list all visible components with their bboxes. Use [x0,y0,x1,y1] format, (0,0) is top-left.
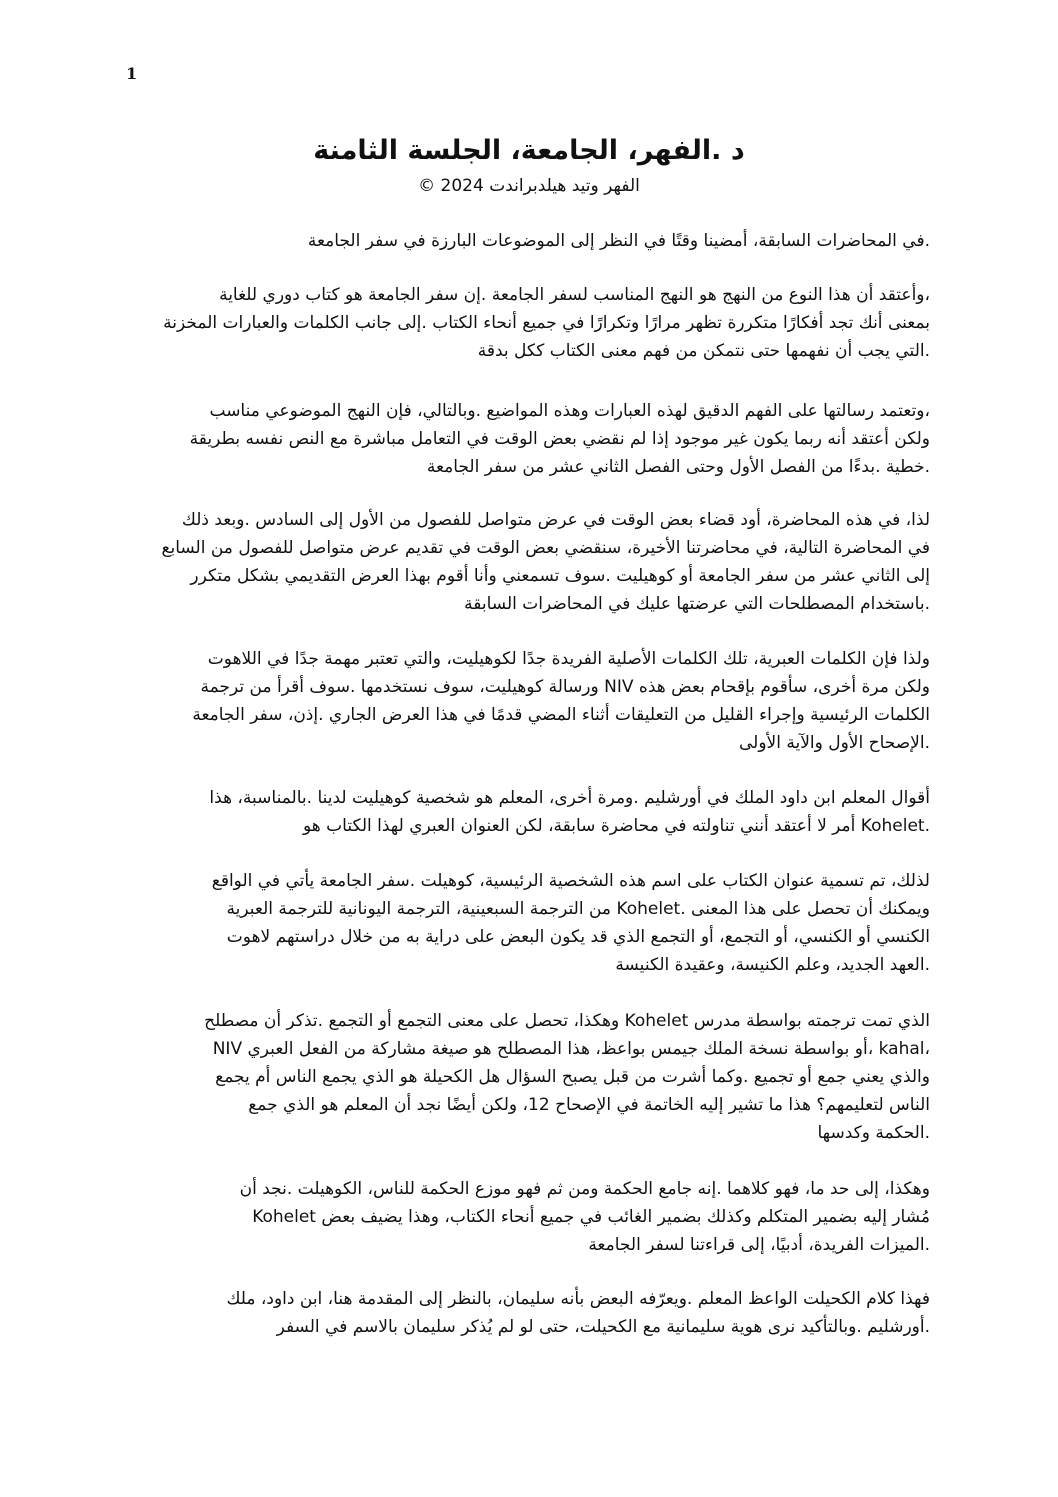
text-line: .باستخدام المصطلحات التي عرضتها عليك في المحاضرات السابقة [464,594,930,614]
text-line: في المحاضرة التالية، في محاضرتنا الأخيرة، سنقضي بعض الوقت في تقديم عرض متواصل للفصول من السابع [161,538,930,558]
text-line: .أورشليم .وبالتأكيد نرى هوية سليمانية مع الكحيلت، حتى لو لم يُذكر سليمان بالاسم في السفر [276,1317,930,1337]
paragraph-1 [134,227,930,255]
text-line: ،وتعتمد رسالتها على الفهم الدقيق لهذه العبارات وهذه المواضيع .وبالتالي، فإن النهج الموضوعي مناسب [209,401,930,421]
text-line: ،وأعتقد أن هذا النوع من النهج هو النهج المناسب لسفر الجامعة .إن سفر الجامعة هو كتاب دوري للغاية [219,285,930,305]
text-line: لذلك، تم تسمية عنوان الكتاب على اسم هذه الشخصية الرئيسية، كوهيلت .سفر الجامعة يأتي في الواقع [211,871,930,891]
text-line: بمعنى أنك تجد أفكارًا متكررة تظهر مرارًا وتكرارًا في جميع أنحاء الكتاب .إلى جانب الكلمات والعبارات المخزنة [163,313,930,333]
paragraph-6 [134,784,930,840]
text-line: إلى الثاني عشر من سفر الجامعة أو كوهيليت .سوف تسمعني وأنا أقوم بهذا العرض التقديمي بشكل متكرر [190,566,930,586]
text-line: الناس لتعليمهم؟ هذا ما تشير إليه الخاتمة في الإصحاح 12، ولكن أيضًا نجد أن المعلم هو الذي جمع [248,1095,930,1115]
text-line: ولكن مرة أخرى، سأقوم بإقحام بعض هذه NIV ورسالة كوهيليت، سوف نستخدمها .سوف أقرأ من ترجمة [200,677,930,697]
text-line: ويمكنك أن تحصل على هذا المعنى .Kohelet من الترجمة السبعينية، الترجمة اليونانية للترجمة العبرية [226,899,930,919]
text-line: ولكن أعتقد أنه ربما يكون غير موجود إذا لم نقضي بعض الوقت في التعامل مباشرة مع النص نفسه بطريقة [189,429,930,449]
text-line: وهكذا، إلى حد ما، فهو كلاهما .إنه جامع الحكمة ومن ثم فهو موزع الحكمة للناس، الكوهيلت .نجد أن [239,1179,930,1199]
paragraph-8 [134,1007,930,1147]
paragraph-5 [134,645,930,757]
text-line: لذا، في هذه المحاضرة، أود قضاء بعض الوقت في عرض متواصل للفصول من الأول إلى السادس .وبعد ذلك [181,510,930,530]
text-line: .في المحاضرات السابقة، أمضينا وقتًا في النظر إلى الموضوعات البارزة في سفر الجامعة [307,231,930,251]
paragraph-4 [134,506,930,618]
text-line: مُشار إليه بضمير المتكلم وكذلك بضمير الغائب في جميع أنحاء الكتاب، وهذا يضيف بعض Kohelet [252,1207,930,1227]
text-line: الكنسي أو الكنسي، أو التجمع، أو التجمع الذي قد يكون البعض على دراية به من خلال دراستهم لاهوت [226,927,930,947]
paragraph-2 [134,281,930,365]
text-line: .الميزات الفريدة، أدبيًا، إلى قراءتنا لسفر الجامعة [588,1235,930,1255]
text-line: .التي يجب أن نفهمها حتى نتمكن من فهم معنى الكتاب ككل بدقة [477,341,930,361]
page-number: 1 [126,64,138,83]
paragraph-7 [134,867,930,979]
text-line: .Kohelet أمر لا أعتقد أنني تناولته في محاضرة سابقة، لكن العنوان العبري لهذا الكتاب هو [302,816,930,836]
text-line: .الحكمة وكدسها [817,1123,930,1143]
text-line: الكلمات الرئيسية وإجراء القليل من التعليقات أثناء المضي قدمًا في هذا العرض الجاري .إذن، سفر الجامعة [192,705,930,725]
page-title: د .الفهر، الجامعة، الجلسة الثامنة [313,135,745,166]
copyright-line: الفهر وتيد هيلدبراندت 2024 © [418,176,640,196]
paragraph-3 [134,397,930,481]
text-line: .العهد الجديد، وعلم الكنيسة، وعقيدة الكنيسة [615,955,930,975]
text-line: .الإصحاح الأول والآية الأولى [738,733,930,753]
text-line: الذي تمت ترجمته بواسطة مدرس Kohelet وهكذا، تحصل على معنى التجمع أو التجمع .تذكر أن مصطلح [204,1011,930,1031]
text-line: ولذا فإن الكلمات العبرية، تلك الكلمات الأصلية الفريدة جدًا لكوهيليت، والتي تعتبر مهمة جدًا في اللاهوت [207,649,930,669]
text-line: والذي يعني جمع أو تجميع .وكما أشرت من قبل يصبح السؤال هل الكحيلة هو الذي يجمع الناس أم يجمع [215,1067,930,1087]
text-line: أقوال المعلم ابن داود الملك في أورشليم .ومرة أخرى، المعلم هو شخصية كوهيليت لدينا .بالمناسبة، هذا [209,788,930,808]
text-line: فهذا كلام الكحيلت الواعظ المعلم .ويعرّفه البعض بأنه سليمان، بالنظر إلى المقدمة هنا، ابن داود، ملك [226,1289,930,1309]
paragraph-10 [134,1285,930,1341]
text-line: ،kahal ،أو بواسطة نسخة الملك جيمس بواعظ، هذا المصطلح هو صيغة مشاركة من الفعل العبري NIV [212,1039,930,1059]
paragraph-9 [134,1175,930,1259]
text-line: .خطية .بدءًا من الفصل الأول وحتى الفصل الثاني عشر من سفر الجامعة [426,457,930,477]
